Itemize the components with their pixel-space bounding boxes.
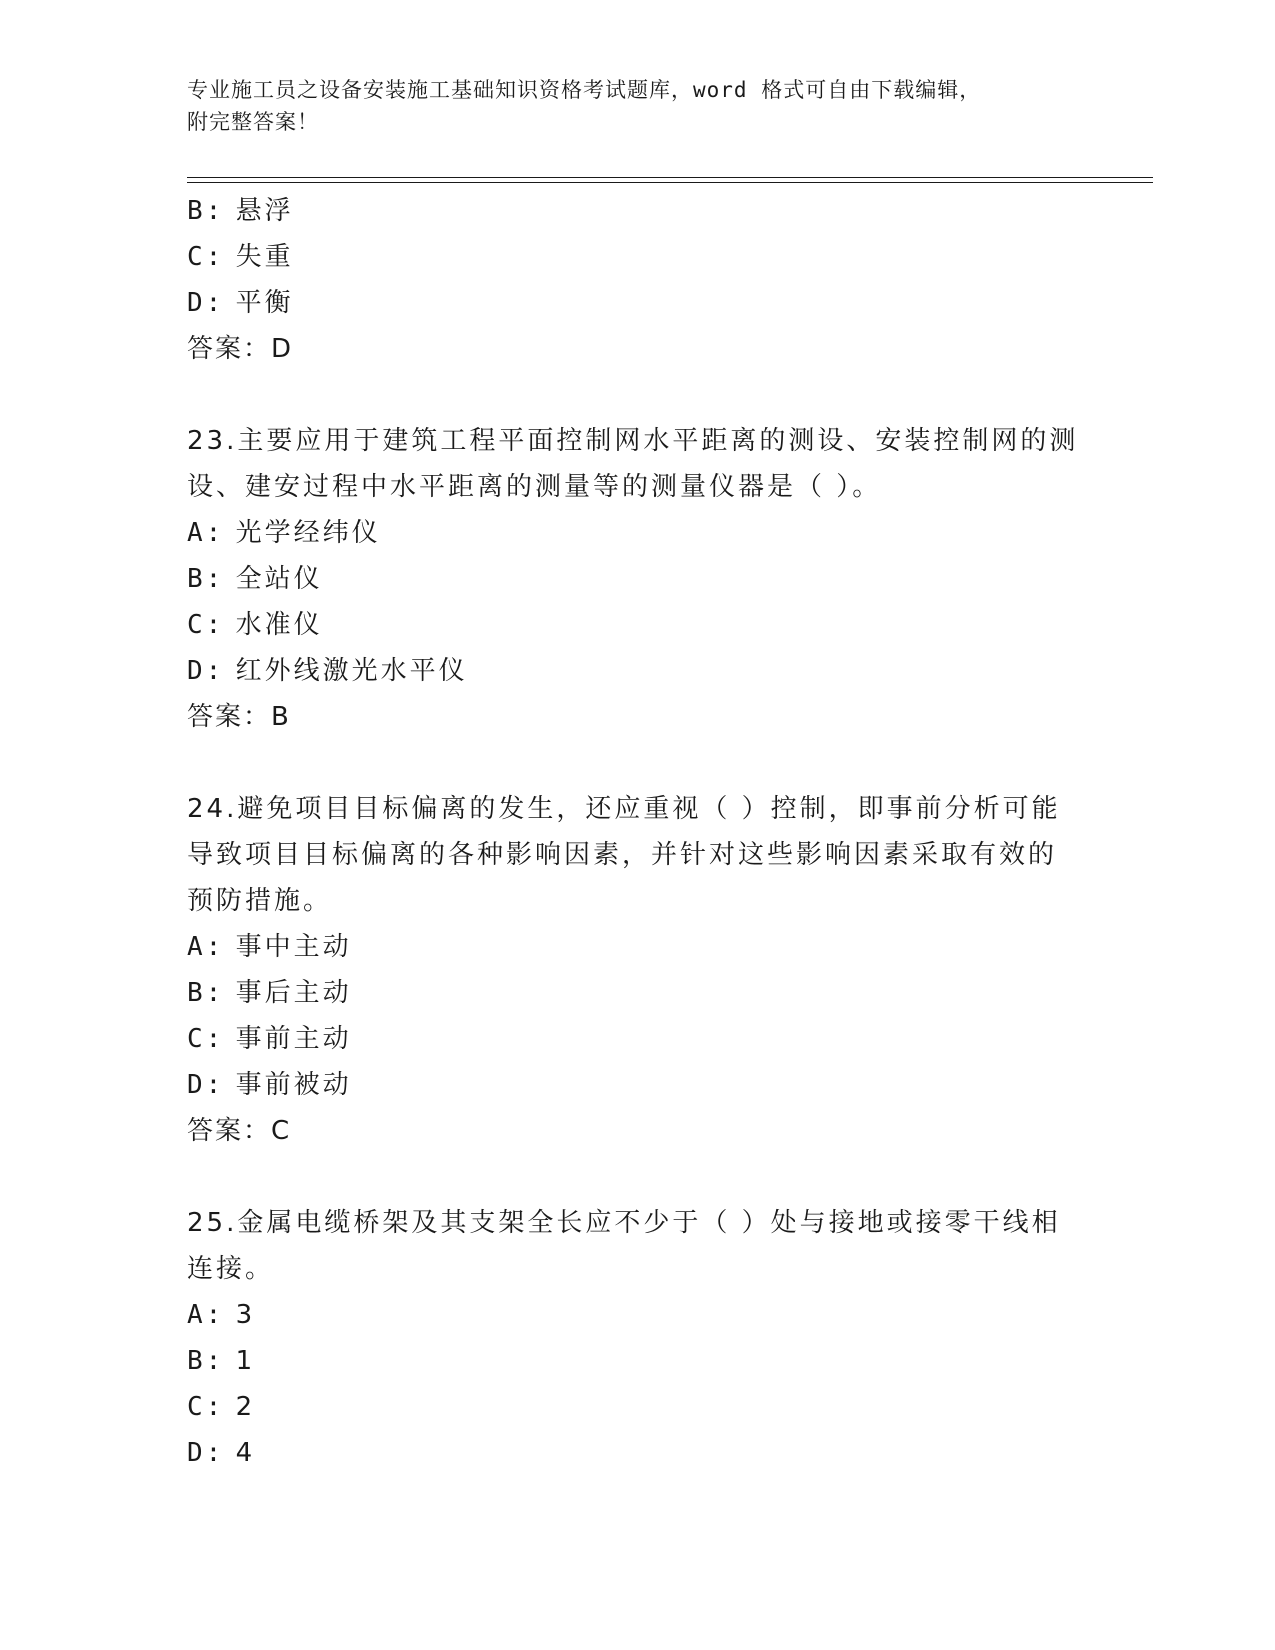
prev-question-block xyxy=(187,188,1067,372)
question-24 xyxy=(187,786,1067,1154)
answer-line: 答案：B xyxy=(187,702,291,732)
option-c xyxy=(187,234,1067,280)
question-text-line: 导致项目目标偏离的各种影响因素，并针对这些影响因素采取有效的 xyxy=(187,840,1058,870)
option-letter: A: xyxy=(187,1300,225,1330)
option-letter: C: xyxy=(187,242,225,272)
option-text: 光学经纬仪 xyxy=(235,518,381,548)
option-b xyxy=(187,1338,1067,1384)
option-a xyxy=(187,1292,1067,1338)
option-text: 1 xyxy=(235,1346,256,1376)
option-letter: A: xyxy=(187,932,225,962)
option-text: 失重 xyxy=(235,242,294,272)
question-text-line: 预防措施。 xyxy=(187,886,333,916)
question-text-line: 24.避免项目目标偏离的发生，还应重视（ ）控制，即事前分析可能 xyxy=(187,794,1061,824)
option-letter: A: xyxy=(187,518,225,548)
question-text-line: 25.金属电缆桥架及其支架全长应不少于（ ）处与接地或接零干线相 xyxy=(187,1208,1061,1238)
option-letter: B: xyxy=(187,1346,225,1376)
question-25 xyxy=(187,1200,1067,1476)
option-text: 水准仪 xyxy=(235,610,323,640)
option-b xyxy=(187,970,1067,1016)
option-text: 3 xyxy=(235,1300,256,1330)
option-d xyxy=(187,280,1067,326)
option-text: 事前被动 xyxy=(235,1070,352,1100)
option-text: 事后主动 xyxy=(235,978,352,1008)
header-divider-top xyxy=(187,177,1153,178)
question-text-line: 23.主要应用于建筑工程平面控制网水平距离的测设、安装控制网的测 xyxy=(187,426,1079,456)
question-text-line: 连接。 xyxy=(187,1254,275,1284)
option-b xyxy=(187,188,1067,234)
option-text: 平衡 xyxy=(235,288,294,318)
option-c xyxy=(187,1384,1067,1430)
option-letter: D: xyxy=(187,288,225,318)
header-line-2: 附完整答案！ xyxy=(187,110,319,134)
option-c xyxy=(187,602,1067,648)
option-a xyxy=(187,924,1067,970)
answer-line: 答案：D xyxy=(187,334,294,364)
option-text: 4 xyxy=(235,1438,256,1468)
option-d xyxy=(187,1062,1067,1108)
option-letter: B: xyxy=(187,196,225,226)
option-text: 2 xyxy=(235,1392,256,1422)
question-23 xyxy=(187,418,1079,740)
option-a xyxy=(187,510,1067,556)
option-letter: D: xyxy=(187,1438,225,1468)
question-list xyxy=(187,188,1079,1476)
header-divider-bottom xyxy=(187,182,1153,183)
option-text: 悬浮 xyxy=(235,196,294,226)
option-letter: C: xyxy=(187,610,225,640)
option-text: 红外线激光水平仪 xyxy=(235,656,468,686)
option-text: 事前主动 xyxy=(235,1024,352,1054)
header-line-1: 专业施工员之设备安装施工基础知识资格考试题库，word 格式可自由下载编辑， xyxy=(187,78,982,102)
option-b xyxy=(187,556,1067,602)
option-d xyxy=(187,1430,1067,1476)
option-text: 事中主动 xyxy=(235,932,352,962)
option-d xyxy=(187,648,1067,694)
option-letter: C: xyxy=(187,1392,225,1422)
document-header xyxy=(187,74,1067,138)
answer-line: 答案：C xyxy=(187,1116,292,1146)
option-text: 全站仪 xyxy=(235,564,323,594)
question-text-line: 设、建安过程中水平距离的测量等的测量仪器是（ ）。 xyxy=(187,472,882,502)
option-c xyxy=(187,1016,1067,1062)
option-letter: D: xyxy=(187,656,225,686)
option-letter: B: xyxy=(187,564,225,594)
option-letter: B: xyxy=(187,978,225,1008)
option-letter: D: xyxy=(187,1070,225,1100)
option-letter: C: xyxy=(187,1024,225,1054)
